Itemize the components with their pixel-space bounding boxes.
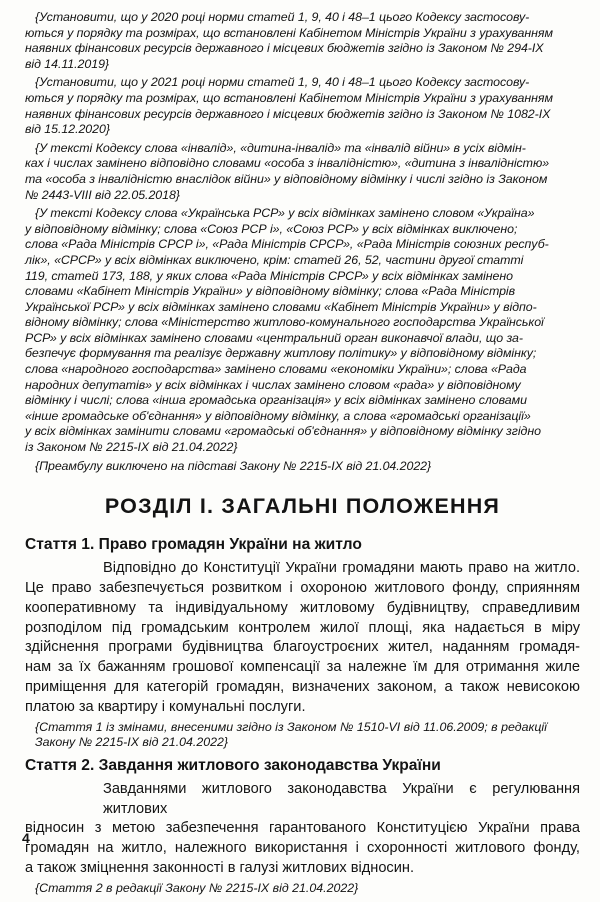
section-heading: РОЗДІЛ I. ЗАГАЛЬНІ ПОЛОЖЕННЯ bbox=[104, 494, 501, 519]
article-1-text-line: Відповідно до Конституції України громадяни мають право на житло. bbox=[103, 560, 580, 577]
article-2-note-line: {Стаття 2 в редакції Закону № 2215-IX від 21.04.2022} bbox=[35, 880, 359, 895]
amendment-note-line: {У тексті Кодексу слова «Українська РСР» у всіх відмінках замінено словом «Україна» bbox=[35, 206, 535, 221]
amendment-note-line: відмінку і числі; слова «інша громадська організація» у всіх відмінках замінено словами bbox=[25, 393, 527, 408]
amendment-note-line: «інше громадське об'єднання» у відповідному відмінку, а слова «громадські організації» bbox=[25, 408, 531, 423]
page-content bbox=[25, 10, 580, 902]
article-2-text-line: а також зміцнення законності в галузі житлових відносин. bbox=[25, 859, 414, 876]
amendment-note bbox=[25, 141, 580, 203]
amendment-note-line: {Установити, що у 2021 році норми статей 1, 9, 40 і 48–1 цього Кодексу застосову- bbox=[35, 75, 530, 90]
article-1 bbox=[25, 536, 580, 751]
article-1-text-line: здійснення програми будівництва благоустроєних жител, наданням громадя- bbox=[25, 639, 580, 656]
amendment-note-line: від 15.12.2020} bbox=[25, 122, 110, 137]
amendment-note-line: із Законом № 2215-IX від 21.04.2022} bbox=[25, 440, 238, 455]
article-2-text bbox=[25, 780, 580, 879]
amendment-note-line: наявних фінансових ресурсів державного і місцевих бюджетів згідно із Законом № 294-IX bbox=[25, 41, 544, 56]
amendment-note-line: {Установити, що у 2020 році норми статей 1, 9, 40 і 48–1 цього Кодексу застосову- bbox=[35, 10, 530, 24]
amendment-note-line: слова «народного господарства» замінено словами «економіки України»; слова «Рада bbox=[25, 362, 527, 377]
amendment-note bbox=[25, 206, 580, 456]
article-2-text-line: Завданнями житлового законодавства України є регулювання житлових bbox=[103, 780, 580, 817]
amendment-note-line: у всіх відмінках замінити словами «громадські об'єднання» у відповідному відмінку згідно bbox=[25, 424, 541, 439]
article-2-text-line: відносин з метою забезпечення гарантованого Конституцією України права bbox=[25, 820, 580, 837]
amendment-note-line: безпечує формування та реалізує державну житлову політику» у відповідному відмінку; bbox=[25, 346, 537, 361]
amendment-note bbox=[25, 10, 580, 72]
amendment-note bbox=[25, 75, 580, 137]
article-2-text-line: громадян на житло, належного використання і схоронності житлового фонду, bbox=[25, 840, 580, 857]
page-number: 4 bbox=[22, 830, 30, 846]
amendment-note-line: РСР» у всіх відмінках замінено словами «центральний орган виконавчої влади, що за- bbox=[25, 330, 523, 345]
article-1-note-line: {Стаття 1 із змінами, внесеними згідно із Законом № 1510-VI від 11.06.2009; в редакції bbox=[35, 719, 547, 734]
article-1-text-line: Це право забезпечується розвитком і охороною житлового фонду, сприянням bbox=[25, 580, 580, 597]
amendment-note-line: наявних фінансових ресурсів державного і місцевих бюджетів згідно із Законом № 1082-IX bbox=[25, 106, 551, 121]
article-1-text-line: приміщення для категорій громадян, визначених законом, а також невисокою bbox=[25, 679, 580, 695]
amendment-note-line: 119, статей 173, 188, у яких слова «Рада Міністрів СРСР» у всіх відмінках замінено bbox=[25, 268, 513, 283]
amendment-note-line: ються у порядку та розмірах, що встановлені Кабінетом Міністрів України з урахуванням bbox=[25, 90, 553, 105]
amendment-note-line: від 14.11.2019} bbox=[25, 56, 109, 71]
article-2 bbox=[25, 757, 580, 897]
article-1-text-line: розподілом під громадським контролем жилої площі, яка надається в міру bbox=[25, 619, 580, 636]
amendment-note-line: відному відмінку; слова «Міністерство житлово-комунального господарства Української bbox=[25, 315, 544, 330]
amendment-note-line: ках і числах замінено відповідно словами «особа з інвалідністю», «дитина з інвалідністю» bbox=[25, 156, 550, 171]
article-1-text-line: платою за квартиру і комунальні послуги. bbox=[25, 698, 306, 715]
article-1-note-line: Закону № 2215-IX від 21.04.2022} bbox=[35, 735, 229, 750]
amendment-note-line: народних депутатів» у всіх відмінках і числах замінено словом «рада» у відповідному bbox=[25, 377, 521, 392]
article-1-text-line: кооперативному та індивідуальному житловому будівництву, справедливим bbox=[25, 599, 580, 616]
amendment-note-line: лік», «СРСР» у всіх відмінках виключено, крім: статей 26, 52, частини другої статті bbox=[25, 252, 524, 267]
amendment-note-line: ються у порядку та розмірах, що встановлені Кабінетом Міністрів України з урахуванням bbox=[25, 25, 553, 40]
amendment-note-line: Української РСР» у всіх відмінках замінено словами «Кабінет Міністрів України» у відпо- bbox=[25, 299, 537, 314]
amendment-note-line: слова «Рада Міністрів СРСР і», «Рада Міністрів СРСР», «Рада Міністрів союзних респуб- bbox=[25, 237, 549, 252]
amendment-notes bbox=[25, 10, 580, 474]
amendment-note-line: {Преамбулу виключено на підставі Закону № 2215-IX від 21.04.2022} bbox=[35, 458, 432, 473]
article-1-note bbox=[25, 720, 580, 751]
amendment-note-line: у відповідному відмінку; слова «Союз РСР і», «Союз РСР» у всіх відмінках виключено; bbox=[25, 221, 518, 236]
article-2-note bbox=[25, 881, 580, 897]
article-1-text-line: нам за їх бажанням грошової компенсації за належне їм для отримання жиле bbox=[25, 659, 580, 676]
amendment-note-line: {У тексті Кодексу слова «інвалід», «дитина-інвалід» та «інвалід війни» в усіх відмін- bbox=[35, 140, 526, 155]
amendment-note-line: та «особа з інвалідністю внаслідок війни» у відповідному відмінку і числі згідно із Законом bbox=[25, 171, 548, 186]
amendment-note-line: словами «Кабінет Міністрів України» у відповідному відмінку; слова «Рада Міністрів bbox=[25, 284, 516, 299]
article-1-text bbox=[25, 559, 580, 717]
article-1-title: Стаття 1. Право громадян України на житло bbox=[25, 536, 362, 554]
amendment-note-line: № 2443-VIII від 22.05.2018} bbox=[25, 187, 180, 202]
article-2-title: Стаття 2. Завдання житлового законодавства України bbox=[25, 756, 441, 774]
amendment-note bbox=[25, 459, 580, 475]
